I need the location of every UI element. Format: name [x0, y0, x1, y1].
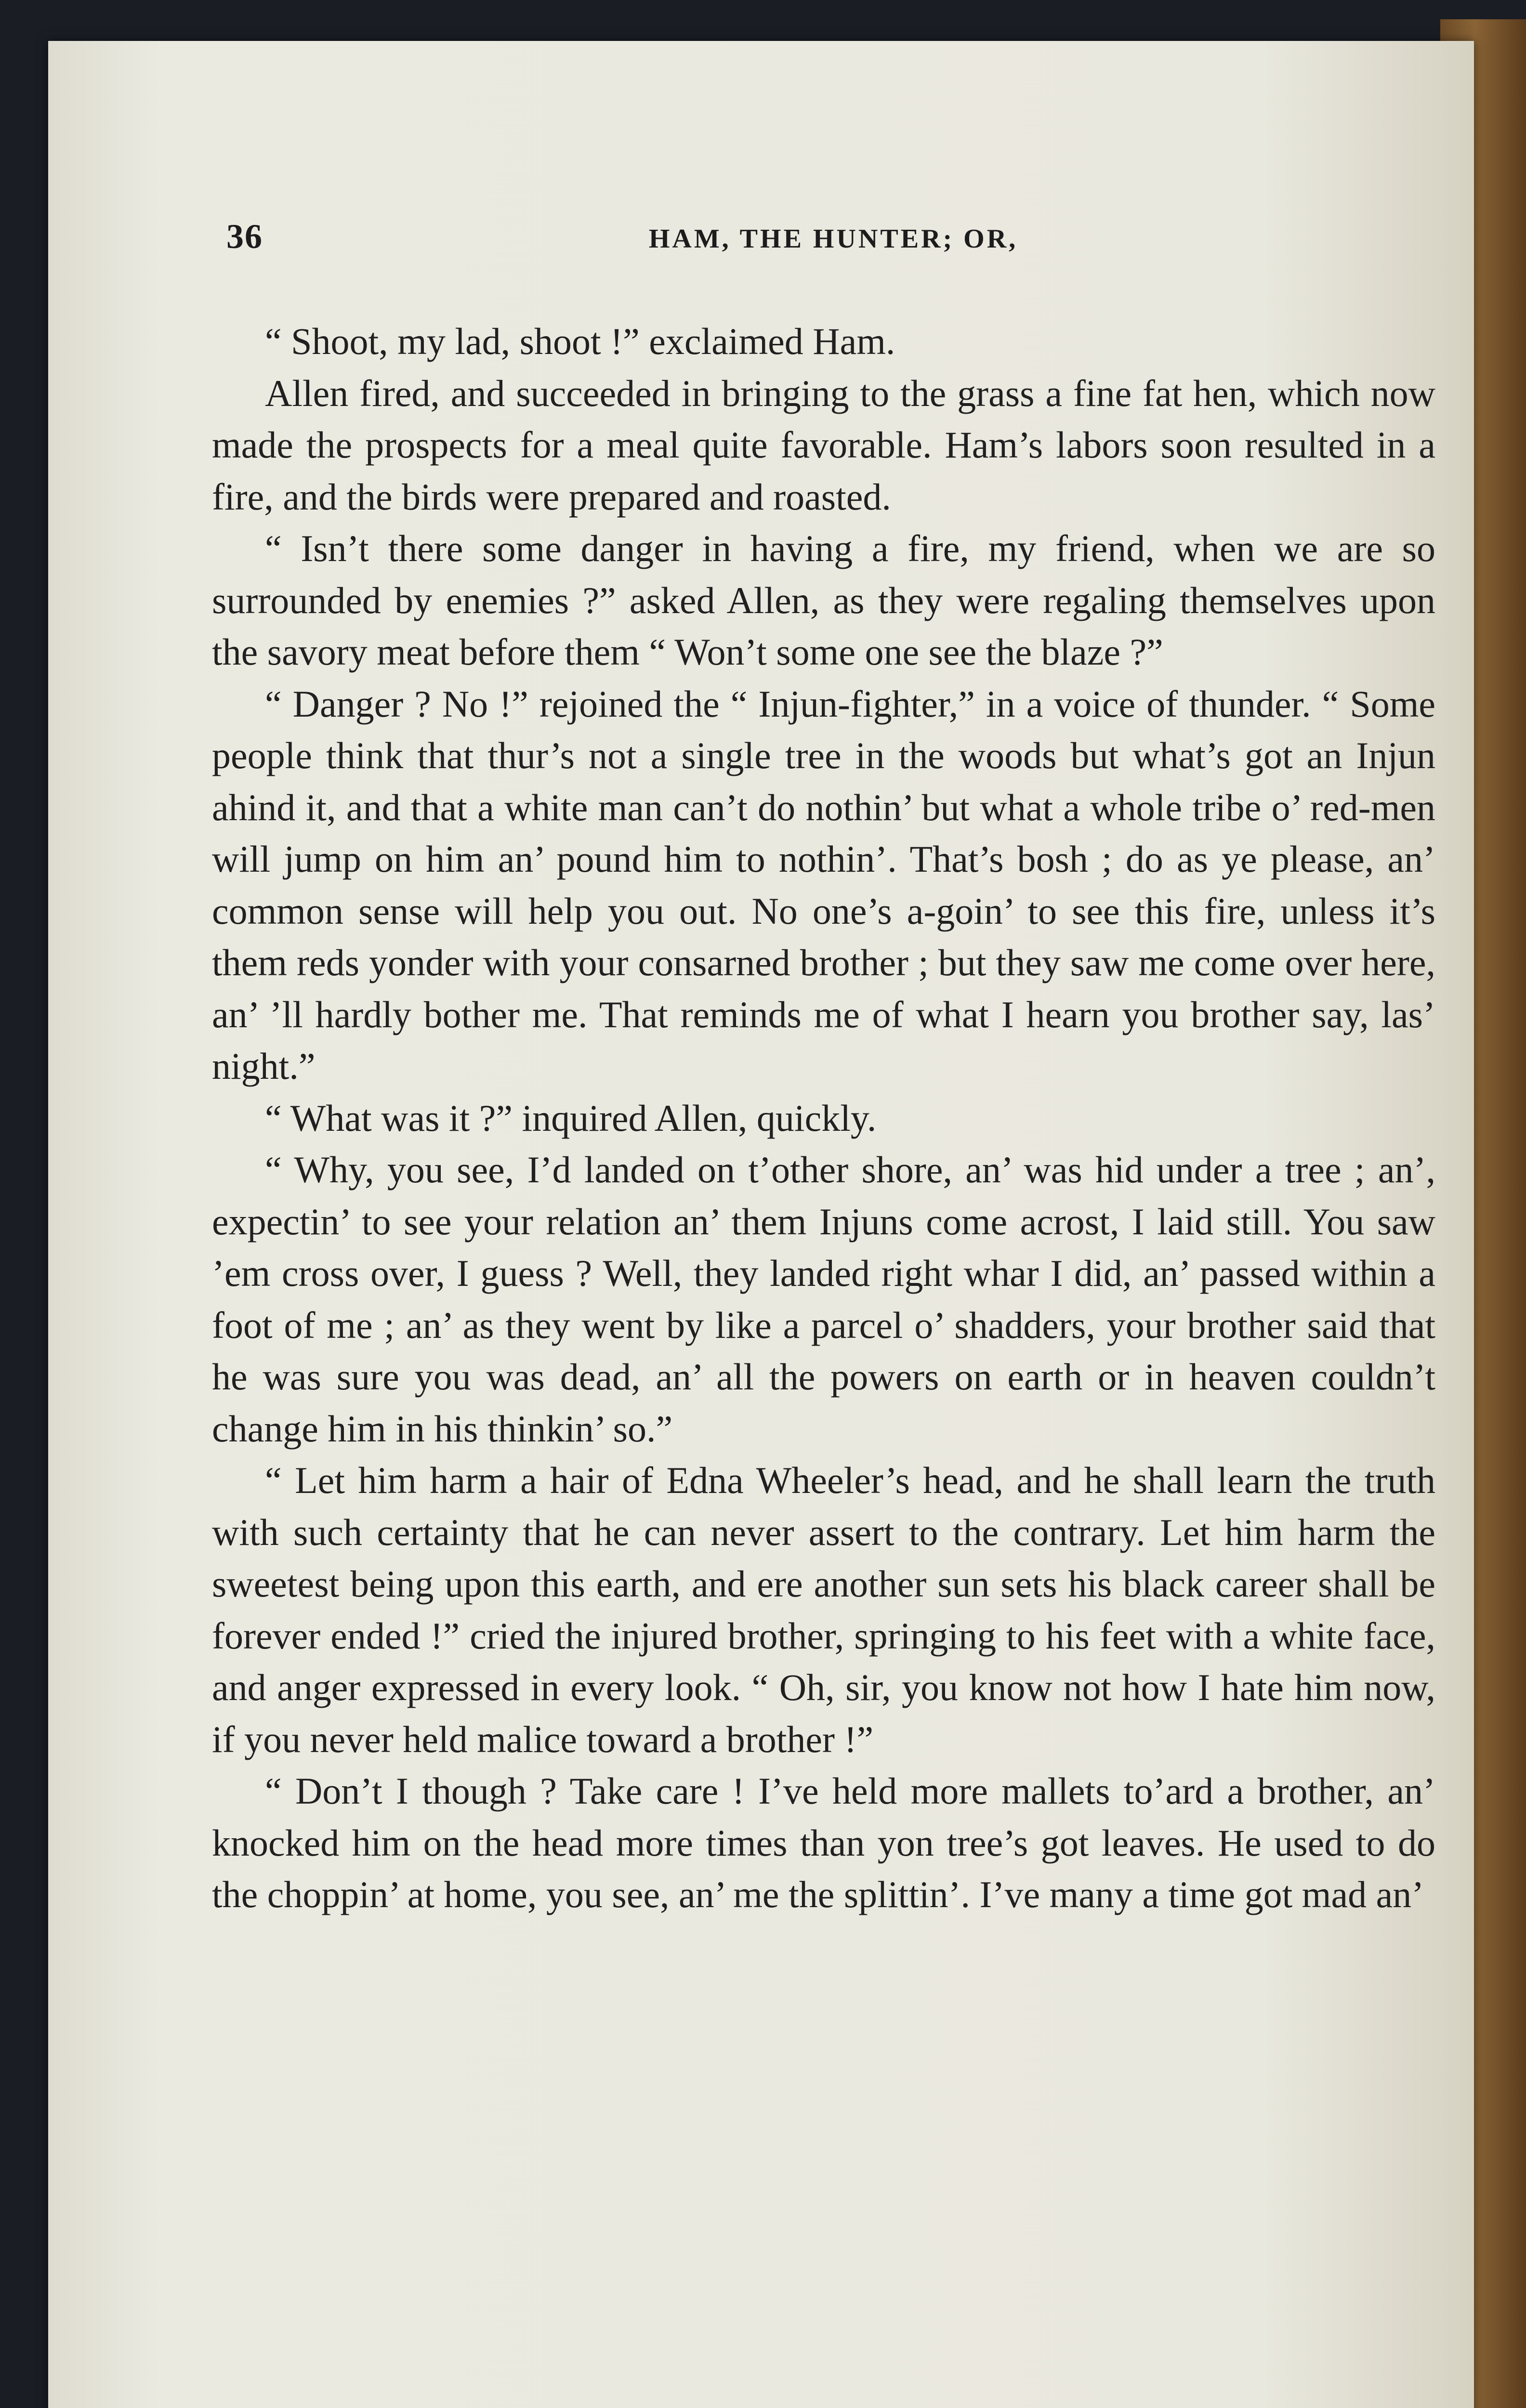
paragraph: “ Shoot, my lad, shoot !” exclaimed Ham.	[265, 320, 895, 362]
page-number: 36	[226, 217, 263, 256]
paragraph: “ Danger ? No !” rejoined the “ Injun-fighter,” in a voice of thunder. “ Some people think that thur’s not a single tree in the woods but what’s got an Injun ahind it, and that a white man can’t do nothin’ but what a whole tribe o’ red-men will jump on him an’ pound him to nothin’. That’s bosh ; do as ye please, an’ common sense will help you out. No one’s a-goin’ to see this fire, unless it’s them reds yonder with your consarned brother ; but they saw me come over here, an’ ’ll hardly bother me. That reminds me of what I hearn you brother say, las’ night.”	[212, 682, 1435, 1087]
paragraph: “ Why, you see, I’d landed on t’other shore, an’ was hid under a tree ; an’, expectin’ to see your relation an’ them Injuns come acrost, I laid still. You saw ’em cross over, I guess ? Well, they landed right whar I did, an’ passed within a foot of me ; an’ as they went by like a parcel o’ shadders, your brother said that he was sure you was dead, an’ all the powers on earth or in heaven couldn’t change him in his thinkin’ so.”	[212, 1149, 1435, 1450]
paragraph: “ Don’t I though ? Take care ! I’ve held more mallets to’ard a brother, an’ knocked him on the head more times than yon tree’s got leaves. He used to do the choppin’ at home, you see, an’ me the splittin’. I’ve many a time got mad an’	[212, 1770, 1435, 1915]
paragraph: Allen fired, and succeeded in bringing to the grass a fine fat hen, which now made the prospects for a meal quite favorable. Ham’s labors soon resulted in a fire, and the birds were prepared and roasted.	[212, 372, 1435, 518]
paragraph: “ What was it ?” inquired Allen, quickly.	[265, 1097, 877, 1139]
running-title: HAM, THE HUNTER; OR,	[648, 224, 1018, 254]
paragraph: “ Let him harm a hair of Edna Wheeler’s head, and he shall learn the truth with such certainty that he can never assert to the contrary. Let him harm the sweetest being upon this earth, and ere another sun sets his black career shall be forever ended !” cried the injured brother, springing to his feet with a white face, and anger expressed in every look. “ Oh, sir, you know not how I hate him now, if you never held malice toward a brother !”	[212, 1459, 1435, 1760]
paragraph: “ Isn’t there some danger in having a fire, my friend, when we are so surrounded by enemies ?” asked Allen, as they were regaling themselves upon the savory meat before them “ Won’t some one see the blaze ?”	[212, 527, 1435, 673]
page-header	[226, 217, 1435, 270]
body-text	[212, 315, 1435, 1921]
